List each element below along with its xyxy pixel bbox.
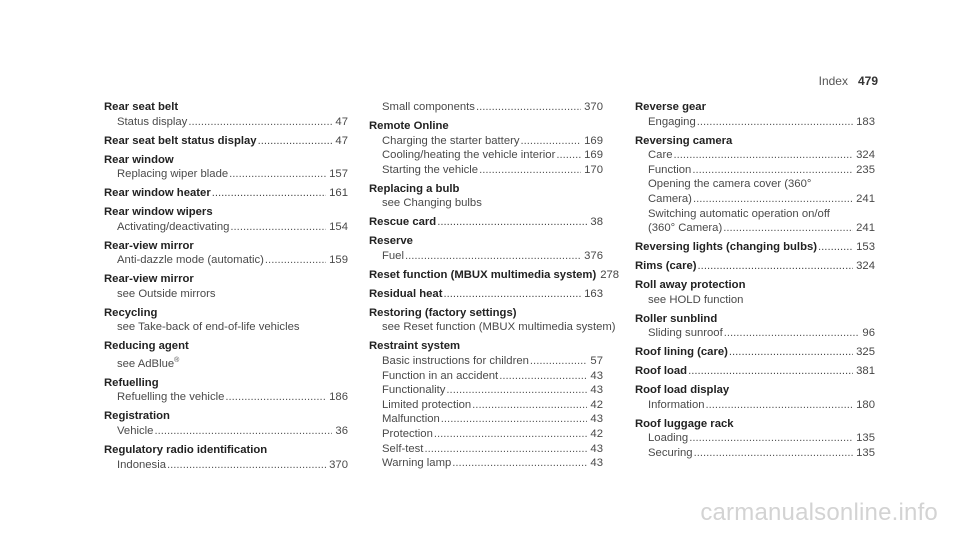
page-ref: 169	[584, 149, 603, 162]
entry-title: Residual heat	[369, 287, 443, 300]
entry-title: Reverse gear	[635, 101, 706, 113]
sub-entry-text: Activating/deactivating	[117, 220, 230, 233]
entry-title: Roof load	[635, 365, 688, 378]
index-entry-heading	[635, 100, 875, 115]
sub-entry-text: Opening the camera cover (360°	[648, 178, 812, 191]
page-ref: 381	[856, 365, 875, 378]
index-entry	[369, 339, 603, 470]
page-ref: 241	[856, 192, 875, 205]
index-entry	[635, 417, 875, 461]
sub-entry-text: Status display	[117, 115, 188, 128]
entry-title: Rims (care)	[635, 260, 697, 273]
sub-entry-text: Protection	[382, 428, 433, 440]
page-ref: 170	[584, 163, 603, 176]
page-number: 479	[857, 74, 878, 88]
index-entry	[635, 345, 875, 360]
index-entry	[369, 215, 603, 230]
index-entry-heading	[369, 119, 603, 134]
entry-title: Regulatory radio identification	[104, 443, 268, 456]
index-entry	[635, 134, 875, 236]
dot-leader	[478, 163, 581, 178]
index-entry	[369, 287, 603, 302]
sub-entry	[369, 442, 603, 457]
sub-entry-text: see Take-back of end-of-life vehicles	[117, 321, 300, 334]
page-ref: 43	[590, 413, 603, 426]
cross-reference	[104, 287, 348, 302]
sub-entry-text: see HOLD function	[648, 293, 744, 306]
dot-leader	[404, 249, 581, 264]
dot-leader	[451, 456, 587, 471]
index-entry	[369, 268, 620, 283]
cross-reference	[635, 177, 875, 192]
dot-leader	[442, 287, 581, 302]
dot-leader	[445, 383, 587, 398]
dot-leader	[692, 192, 853, 207]
entry-title: Reversing lights (changing bulbs)	[635, 241, 818, 254]
sub-entry-text: Care	[648, 149, 673, 162]
cross-reference	[635, 207, 875, 222]
entry-title: Recycling	[104, 306, 158, 319]
index-entry	[369, 306, 616, 335]
index-entry-heading	[104, 409, 348, 424]
page-ref: 42	[590, 428, 603, 440]
dot-leader	[471, 398, 587, 413]
index-entry-heading	[104, 205, 348, 220]
sub-entry	[635, 148, 875, 163]
entry-title: Roof luggage rack	[635, 417, 734, 430]
page-ref: 180	[856, 398, 875, 411]
page-ref: 163	[584, 287, 603, 300]
entry-title: Rear-view mirror	[104, 273, 194, 286]
index-entry-heading	[104, 376, 348, 391]
index-column-3	[635, 100, 875, 465]
index-entry-heading	[369, 182, 603, 197]
sub-entry-text: Loading	[648, 432, 689, 445]
sub-entry	[104, 253, 348, 268]
page-ref: 38	[590, 216, 603, 229]
dot-leader	[228, 167, 326, 182]
sub-entry	[635, 398, 875, 413]
entry-title: Roller sunblind	[635, 312, 718, 325]
sub-entry	[369, 427, 603, 442]
index-entry-heading	[104, 443, 348, 458]
sub-entry	[369, 163, 603, 178]
sub-entry-text: Fuel	[382, 249, 404, 262]
sub-entry-text: Switching automatic operation on/off	[648, 207, 830, 220]
page-ref: 370	[584, 101, 603, 113]
index-entry-heading	[104, 272, 348, 287]
cross-reference	[369, 320, 616, 335]
entry-title: Rescue card	[369, 216, 437, 229]
cross-reference	[104, 354, 348, 371]
index-entry-heading	[635, 134, 875, 149]
sub-entry-text: Cooling/heating the vehicle interior	[382, 149, 556, 162]
index-entry	[104, 409, 348, 438]
sub-entry	[369, 354, 603, 369]
index-entry-heading	[369, 306, 603, 321]
sub-entry-text: Limited protection	[382, 398, 472, 411]
entry-title: Rear seat belt	[104, 101, 179, 113]
sub-entry	[635, 326, 875, 341]
registered-mark: ®	[174, 357, 180, 365]
index-entry	[104, 186, 348, 201]
index-entry	[369, 119, 603, 177]
index-entry	[104, 239, 348, 268]
entry-title: Rear window	[104, 153, 174, 166]
page-ref: 235	[856, 163, 875, 176]
index-entry-heading	[369, 234, 603, 249]
sub-entry-text: see AdBlue	[117, 357, 175, 370]
dot-leader	[696, 115, 853, 130]
sub-entry	[635, 221, 875, 236]
sub-entry-text: see Outside mirrors	[117, 287, 216, 300]
index-entry-heading	[635, 240, 875, 255]
sub-entry-text: Securing	[648, 446, 693, 459]
page-ref: 154	[329, 220, 348, 233]
index-entry-heading	[369, 339, 603, 354]
sub-entry	[369, 100, 603, 115]
page-ref: 47	[335, 115, 348, 128]
index-entry	[104, 134, 348, 149]
dot-leader	[687, 364, 853, 379]
dot-leader	[166, 458, 326, 473]
sub-entry-text: Indonesia	[117, 458, 166, 471]
sub-entry	[369, 456, 603, 471]
index-entry	[635, 278, 875, 307]
entry-title: Rear-view mirror	[104, 239, 194, 252]
dot-leader	[705, 398, 854, 413]
sub-entry-text: Self-test	[382, 442, 424, 455]
entry-title: Replacing a bulb	[369, 182, 460, 195]
page-ref: 43	[590, 457, 603, 470]
index-entry	[635, 100, 875, 129]
index-entry	[104, 443, 348, 472]
cross-reference	[104, 320, 348, 335]
page-ref: 157	[329, 168, 348, 181]
index-entry-heading	[104, 134, 348, 149]
dot-leader	[817, 240, 853, 255]
index-entry	[104, 153, 348, 182]
dot-leader	[257, 134, 333, 149]
index-entry-heading	[635, 312, 875, 327]
page-ref: 135	[856, 446, 875, 459]
dot-leader	[498, 369, 587, 384]
index-entry	[104, 100, 348, 129]
page-ref: 43	[590, 442, 603, 455]
entry-title: Remote Online	[369, 119, 449, 132]
sub-entry	[369, 412, 603, 427]
dot-leader	[153, 424, 332, 439]
dot-leader	[520, 134, 582, 149]
index-entry	[635, 240, 875, 255]
dot-leader	[697, 259, 854, 274]
dot-leader	[224, 390, 326, 405]
sub-entry	[104, 115, 348, 130]
dot-leader	[723, 326, 860, 341]
entry-title: Rear seat belt status display	[104, 134, 257, 147]
sub-entry	[635, 192, 875, 207]
dot-leader	[423, 442, 587, 457]
index-entry-heading	[635, 383, 875, 398]
watermark: carmanualsonline.info	[700, 499, 938, 526]
sub-entry	[369, 383, 603, 398]
page-ref: 278	[600, 268, 620, 281]
index-entry	[635, 383, 875, 412]
sub-entry-text: Function	[648, 163, 692, 176]
entry-title: Registration	[104, 410, 170, 423]
index-entry-heading	[369, 268, 620, 283]
dot-leader	[673, 148, 854, 163]
sub-entry-text: Function in an accident	[382, 369, 499, 382]
page-ref: 324	[856, 149, 875, 162]
page-ref: 36	[335, 424, 348, 437]
cross-reference	[635, 293, 875, 308]
sub-entry-text: Vehicle	[117, 424, 154, 437]
entry-title: Roof load display	[635, 384, 730, 397]
dot-leader	[688, 431, 853, 446]
index-entry-heading	[635, 364, 875, 379]
index-entry-heading	[635, 417, 875, 432]
page-ref: 241	[856, 222, 875, 235]
index-entry	[369, 234, 603, 263]
dot-leader	[436, 215, 587, 230]
index-entry	[104, 339, 348, 371]
page-ref: 42	[590, 398, 603, 411]
entry-title: Reserve	[369, 235, 413, 248]
entry-title: Rear window wipers	[104, 206, 213, 219]
dot-leader	[440, 412, 588, 427]
entry-title: Restoring (factory settings)	[369, 306, 517, 319]
page-ref: 183	[856, 115, 875, 128]
entry-title: Refuelling	[104, 376, 159, 389]
sub-entry-text: Warning lamp	[382, 457, 452, 470]
index-entry	[369, 182, 603, 211]
page-ref: 159	[329, 254, 348, 267]
entry-title: Reversing camera	[635, 134, 733, 147]
dot-leader	[433, 427, 588, 442]
dot-leader	[229, 220, 326, 235]
sub-entry-text: Anti-dazzle mode (automatic)	[117, 254, 264, 267]
sub-entry	[635, 163, 875, 178]
sub-entry-text: Replacing wiper blade	[117, 168, 229, 181]
index-column-2	[369, 100, 620, 475]
sub-entry-text: Charging the starter battery	[382, 134, 520, 147]
index-entry	[369, 100, 603, 115]
index-entry-heading	[104, 306, 348, 321]
sub-entry	[104, 220, 348, 235]
sub-entry-text: Starting the vehicle	[382, 163, 479, 176]
sub-entry-text: Information	[648, 398, 705, 411]
sub-entry-text: Engaging	[648, 115, 696, 128]
page-ref: 186	[329, 391, 348, 404]
dot-leader	[691, 163, 853, 178]
index-entry-heading	[104, 339, 348, 354]
dot-leader	[728, 345, 853, 360]
sub-entry-text: Camera)	[648, 192, 692, 205]
sub-entry	[104, 458, 348, 473]
page-ref: 325	[856, 346, 875, 359]
index-entry	[104, 205, 348, 234]
sub-entry-text: see Changing bulbs	[382, 197, 482, 210]
index-entry-heading	[104, 186, 348, 201]
sub-entry-text: see Reset function (MBUX multimedia system)	[382, 321, 616, 334]
sub-entry-text: Refuelling the vehicle	[117, 391, 225, 404]
index-entry-heading	[635, 259, 875, 274]
entry-title: Restraint system	[369, 340, 461, 353]
index-entry-heading	[635, 278, 875, 293]
dot-leader	[475, 100, 581, 115]
sub-entry-text: Functionality	[382, 384, 446, 397]
dot-leader	[187, 115, 332, 130]
sub-entry-text: Malfunction	[382, 413, 440, 426]
entry-title: Reducing agent	[104, 340, 189, 353]
sub-entry	[104, 424, 348, 439]
dot-leader	[722, 221, 853, 236]
index-entry-heading	[635, 345, 875, 360]
index-column-1	[104, 100, 348, 477]
index-entry	[104, 306, 348, 335]
sub-entry	[369, 398, 603, 413]
page-header	[819, 74, 878, 88]
page-ref: 43	[590, 369, 603, 382]
sub-entry-text: Sliding sunroof	[648, 327, 723, 340]
page-ref: 376	[584, 249, 603, 262]
entry-title: Reset function (MBUX multimedia system)	[369, 268, 597, 281]
page-ref: 43	[590, 384, 603, 397]
entry-title: Rear window heater	[104, 187, 211, 200]
header-label: Index	[818, 74, 848, 88]
dot-leader	[529, 354, 588, 369]
sub-entry-text: Basic instructions for children	[382, 355, 529, 368]
index-entry	[635, 259, 875, 274]
index-entry-heading	[369, 287, 603, 302]
dot-leader	[264, 253, 326, 268]
sub-entry	[369, 369, 603, 384]
sub-entry	[635, 115, 875, 130]
index-entry-heading	[104, 153, 348, 168]
page-ref: 135	[856, 432, 875, 445]
sub-entry	[635, 431, 875, 446]
index-entry-heading	[104, 100, 348, 115]
sub-entry	[104, 390, 348, 405]
page-ref: 96	[862, 327, 875, 340]
dot-leader	[555, 148, 581, 163]
page-ref: 169	[584, 134, 603, 147]
index-entry-heading	[369, 215, 603, 230]
sub-entry	[369, 249, 603, 264]
cross-reference	[369, 196, 603, 211]
sub-entry-text: (360° Camera)	[648, 222, 723, 235]
index-entry	[635, 364, 875, 379]
page-ref: 47	[335, 134, 348, 147]
dot-leader	[211, 186, 326, 201]
page-ref: 161	[329, 187, 348, 200]
sub-entry	[369, 134, 603, 149]
sub-entry	[635, 446, 875, 461]
dot-leader	[693, 446, 854, 461]
page-ref: 324	[856, 260, 875, 273]
page-ref: 153	[856, 241, 875, 254]
entry-title: Roof lining (care)	[635, 346, 728, 359]
entry-title: Roll away protection	[635, 279, 746, 292]
page-ref: 57	[590, 355, 603, 368]
index-entry	[635, 312, 875, 341]
index-entry	[104, 272, 348, 301]
sub-entry	[369, 148, 603, 163]
sub-entry	[104, 167, 348, 182]
sub-entry-text: Small components	[382, 101, 475, 113]
page-ref: 370	[329, 458, 348, 471]
index-entry-heading	[104, 239, 348, 254]
index-entry	[104, 376, 348, 405]
